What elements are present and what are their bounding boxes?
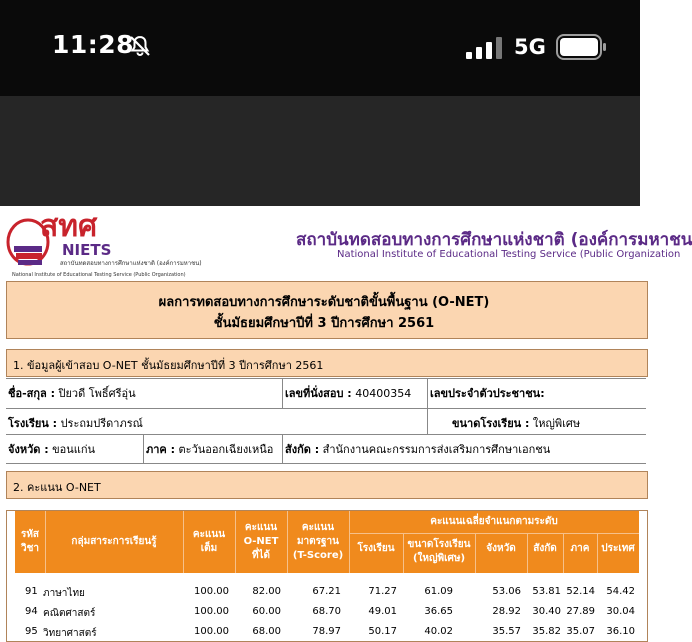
cell-got: 82.00 (252, 586, 281, 597)
cell-school: 50.17 (368, 626, 397, 637)
col-region-header: ภาค (570, 543, 590, 554)
cell-affiliation: 30.40 (532, 606, 561, 617)
cell-size: 61.09 (424, 586, 453, 597)
info-row-1 (6, 378, 646, 409)
size-label: ขนาดโรงเรียน : (452, 417, 530, 430)
cell-got: 60.00 (252, 606, 281, 617)
region-label: ภาค : (146, 443, 176, 456)
table-row (15, 583, 639, 601)
affiliation-cell (283, 435, 646, 463)
cell-school: 71.27 (368, 586, 397, 597)
region-value: ตะวันออกเฉียงเหนือ (178, 443, 274, 456)
cell-got: 68.00 (252, 626, 281, 637)
size-value: ใหญ่พิเศษ (532, 417, 581, 430)
col-tscore-header: คะแนน มาตรฐาน (T-Score) (292, 522, 344, 561)
col-size-header: ขนาดโรงเรียน (ใหญ่พิเศษ) (407, 539, 471, 564)
col-country-header: ประเทศ (601, 543, 635, 554)
school-value: ประถมปรีดาภรณ์ (60, 417, 143, 430)
status-bar (0, 0, 640, 96)
network-type: 5G (514, 35, 546, 59)
seat-value: 40400354 (355, 387, 412, 400)
name-cell (6, 379, 283, 409)
logo-subtitle-th: สถาบันทดสอบทางการศึกษาแห่งชาติ (องค์การมหาชน) (60, 260, 202, 267)
col-school-header: โรงเรียน (357, 543, 395, 554)
name-value: ปิยวดี โพธิ์ศรีอุ่น (58, 387, 136, 400)
niets-logo (6, 208, 216, 282)
school-label: โรงเรียน : (8, 417, 58, 430)
cell-size: 40.02 (424, 626, 453, 637)
cell-affiliation: 53.81 (532, 586, 561, 597)
cell-country: 36.10 (606, 626, 635, 637)
cell-code: 94 (25, 606, 38, 617)
app-background (0, 96, 640, 206)
cell-region: 35.07 (566, 626, 595, 637)
cell-code: 91 (25, 586, 38, 597)
region-cell (144, 435, 283, 463)
org-name-th: สถาบันทดสอบทางการศึกษาแห่งชาติ (องค์การมหาชน (296, 230, 692, 250)
cell-full: 100.00 (194, 606, 229, 617)
cell-full: 100.00 (194, 586, 229, 597)
table-row (15, 603, 639, 621)
report-title (6, 281, 648, 339)
affiliation-label: สังกัด : (285, 443, 320, 456)
section2-heading-text: 2. คะแนน O-NET (13, 481, 101, 494)
cell-size: 36.65 (424, 606, 453, 617)
battery-icon (556, 34, 608, 60)
bell-muted-icon (128, 34, 152, 58)
col-full-header: คะแนน เต็ม (192, 529, 226, 554)
province-cell (6, 435, 144, 463)
table-row (15, 623, 639, 641)
report-title-line2: ชั้นมัธยมศึกษาปีที่ 3 ปีการศึกษา 2561 (213, 316, 435, 331)
section2-heading (6, 471, 648, 499)
signal-icon (466, 37, 504, 59)
province-value: ขอนแก่น (52, 443, 96, 456)
score-table (6, 510, 648, 642)
col-got-header: คะแนน O-NET ที่ได้ (243, 522, 279, 561)
report-title-line1: ผลการทดสอบทางการศึกษาระดับชาติขั้นพื้นฐาน (O-NET) (158, 295, 490, 310)
logo-subtitle-en: National Institute of Educational Testing Service (Public Organization) (12, 272, 186, 278)
seat-label: เลขที่นั่งสอบ : (285, 387, 352, 400)
score-table-header (15, 511, 639, 573)
id-cell (428, 379, 646, 409)
logo-text: สทศ (40, 209, 98, 244)
cell-subject: วิทยาศาสตร์ (43, 628, 97, 639)
section1-heading-text: 1. ข้อมูลผู้เข้าสอบ O-NET ชั้นมัธยมศึกษาปีที่ 3 ปีการศึกษา 2561 (13, 359, 324, 372)
cell-tscore: 68.70 (312, 606, 341, 617)
cell-affiliation: 35.82 (532, 626, 561, 637)
org-name-en: National Institute of Educational Testing Service (Public Organization (337, 249, 681, 260)
cell-tscore: 67.21 (312, 586, 341, 597)
col-subject-header: กลุ่มสาระการเรียนรู้ (71, 536, 157, 547)
province-label: จังหวัด : (8, 443, 49, 456)
col-province-header: จังหวัด (486, 543, 516, 554)
status-time: 11:28 (52, 30, 135, 59)
name-label: ชื่อ-สกุล : (8, 387, 55, 400)
cell-province: 53.06 (492, 586, 521, 597)
col-code-header: รหัส วิชา (20, 529, 40, 554)
cell-province: 28.92 (492, 606, 521, 617)
onet-report (0, 206, 692, 640)
info-row-3 (6, 434, 646, 464)
niets-logo-graphic (6, 208, 216, 282)
info-row-2 (6, 408, 646, 435)
school-cell (6, 409, 428, 435)
col-average-group-header: คะแนนเฉลี่ยจำแนกตามระดับ (430, 516, 558, 527)
cell-code: 95 (25, 626, 38, 637)
cell-country: 30.04 (606, 606, 635, 617)
cell-full: 100.00 (194, 626, 229, 637)
id-label: เลขประจำตัวประชาชน: (430, 387, 545, 400)
size-cell (428, 409, 646, 435)
section1-heading (6, 349, 648, 377)
cell-subject: ภาษาไทย (43, 588, 85, 599)
cell-province: 35.57 (492, 626, 521, 637)
cell-school: 49.01 (368, 606, 397, 617)
cell-region: 27.89 (566, 606, 595, 617)
affiliation-value: สำนักงานคณะกรรมการส่งเสริมการศึกษาเอกชน (322, 443, 551, 456)
logo-brand: NIETS (62, 241, 112, 259)
col-affiliation-header: สังกัด (533, 543, 557, 554)
seat-cell (283, 379, 428, 409)
cell-tscore: 78.97 (312, 626, 341, 637)
cell-country: 54.42 (606, 586, 635, 597)
cell-region: 52.14 (566, 586, 595, 597)
cell-subject: คณิตศาสตร์ (43, 608, 96, 619)
